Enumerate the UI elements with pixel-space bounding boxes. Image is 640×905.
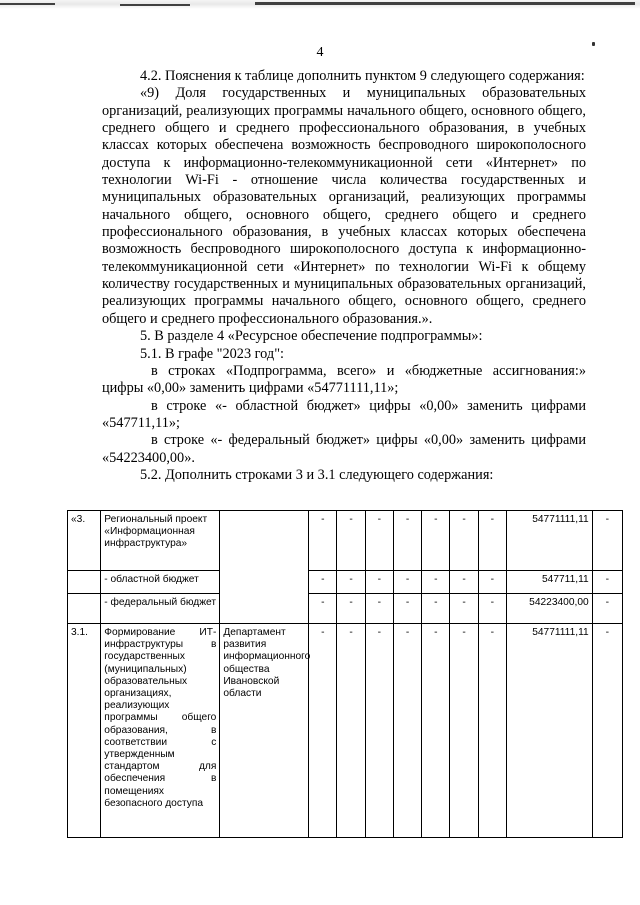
dash-cell: - xyxy=(393,511,421,571)
row-title: - федеральный бюджет xyxy=(101,594,220,624)
dash-cell: - xyxy=(309,594,337,624)
paragraph-5: 5. В разделе 4 «Ресурсное обеспечение подпрограммы»: xyxy=(140,328,483,345)
value-2023: 54771111,11 xyxy=(506,511,592,571)
row-number: 3.1. xyxy=(68,624,101,838)
paragraph-federal-budget: в строке «- федеральный бюджет» цифры «0,00» заменить цифрами «54223400,00». xyxy=(102,432,586,466)
paragraph-item-9: «9) Доля государственных и муниципальных образовательных организаций, реализующих программы начального общего, основного общего, среднего общего и среднего профессионального образования, в учебных классах которых обеспечена возможность беспроводного широкополосного доступа к информационно-телекоммуникационной сети «Интернет» по технологии Wi-Fi - отношение числа количества государственных и муниципальных образовательных организаций, реализующих программы начального общего, основного общего, среднего общего и среднего профессионального образования, в учебных классах которых обеспечена возможность беспроводного широкополосного доступа к информационно-телекоммуникационной сети «Интернет» по технологии Wi-Fi к общему количеству государственных и муниципальных образовательных организаций, реализующих программы начального общего, основного общего, среднего общего и среднего профессионального образования.». xyxy=(102,85,586,327)
dash-cell: - xyxy=(422,624,450,838)
value-2023: 547711,11 xyxy=(506,571,592,594)
table-row xyxy=(68,624,623,838)
dash-cell: - xyxy=(309,511,337,571)
dash-cell: - xyxy=(592,594,622,624)
value-2023: 54771111,11 xyxy=(506,624,592,838)
row-number xyxy=(68,571,101,594)
resource-table xyxy=(67,510,623,838)
scan-edge-artifact xyxy=(0,0,640,9)
dash-cell: - xyxy=(592,624,622,838)
dash-cell: - xyxy=(422,511,450,571)
executor-cell xyxy=(220,511,309,624)
paragraph-rows-total: в строках «Подпрограмма, всего» и «бюджетные ассигнования:» цифры «0,00» заменить цифрами «54771111,11»; xyxy=(102,362,586,397)
document-body xyxy=(102,68,586,484)
paragraph-5-1: 5.1. В графе "2023 год": xyxy=(140,345,285,362)
dash-cell: - xyxy=(337,511,365,571)
dash-cell: - xyxy=(592,571,622,594)
executor-cell: Департамент развития информационного общества Ивановской области xyxy=(220,624,309,838)
row-number xyxy=(68,594,101,624)
row-title: Региональный проект «Информационная инфраструктура» xyxy=(101,511,220,571)
paragraph-regional-budget: в строке «- областной бюджет» цифры «0,00» заменить цифрами «547711,11»; xyxy=(102,397,586,431)
table-row xyxy=(68,511,623,571)
row-title: - областной бюджет xyxy=(101,571,220,594)
dash-cell: - xyxy=(592,511,622,571)
dash-cell: - xyxy=(365,511,393,571)
dash-cell: - xyxy=(450,594,478,624)
scan-speck xyxy=(592,42,595,46)
dash-cell: - xyxy=(393,571,421,594)
dash-cell: - xyxy=(337,594,365,624)
dash-cell: - xyxy=(478,571,506,594)
row-number: «3. xyxy=(68,511,101,571)
row-title: Формирование ИТ-инфраструктуры в государственных (муниципальных) образовательных организациях, реализующих программы общего образования, в соответствии с утвержденным стандартом для обеспечения в помещениях безопасного доступа xyxy=(101,624,220,838)
dash-cell: - xyxy=(337,624,365,838)
dash-cell: - xyxy=(309,624,337,838)
paragraph-5-2: 5.2. Дополнить строками 3 и 3.1 следующего содержания: xyxy=(140,466,494,483)
dash-cell: - xyxy=(365,571,393,594)
dash-cell: - xyxy=(393,594,421,624)
table-row xyxy=(68,594,623,624)
dash-cell: - xyxy=(337,571,365,594)
dash-cell: - xyxy=(450,624,478,838)
dash-cell: - xyxy=(422,594,450,624)
dash-cell: - xyxy=(478,624,506,838)
dash-cell: - xyxy=(450,511,478,571)
dash-cell: - xyxy=(365,624,393,838)
dash-cell: - xyxy=(309,571,337,594)
dash-cell: - xyxy=(450,571,478,594)
table-row xyxy=(68,571,623,594)
paragraph-4-2: 4.2. Пояснения к таблице дополнить пунктом 9 следующего содержания: xyxy=(140,68,585,84)
dash-cell: - xyxy=(422,571,450,594)
dash-cell: - xyxy=(393,624,421,838)
dash-cell: - xyxy=(365,594,393,624)
value-2023: 54223400,00 xyxy=(506,594,592,624)
dash-cell: - xyxy=(478,511,506,571)
page-number: 4 xyxy=(316,45,324,60)
dash-cell: - xyxy=(478,594,506,624)
